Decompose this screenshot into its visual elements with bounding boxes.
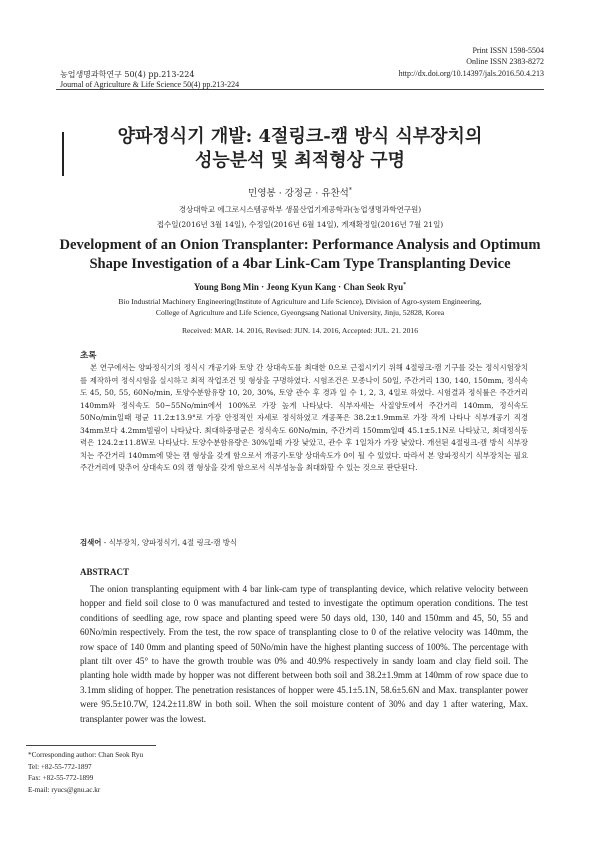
authors-korean <box>0 185 600 199</box>
corresponding-mark-en: * <box>403 282 407 288</box>
header-divider <box>56 89 544 90</box>
keywords-label: 검색어 <box>80 538 102 547</box>
authors-korean-names: 민영봉 · 강정균 · 유찬석 <box>248 188 349 199</box>
title-english-line1: Development of an Onion Transplanter: Performance Analysis and Optimum <box>59 237 541 253</box>
doi-link[interactable]: http://dx.doi.org/10.14397/jals.2016.50.4.213 <box>398 69 544 78</box>
affiliation-english-line1: Bio Industrial Machinery Engineering(Institute of Agriculture and Life Science), Division of Agro-system Engineering, <box>118 297 482 306</box>
authors-english <box>0 282 600 292</box>
issn-block <box>466 45 544 67</box>
footnote-divider <box>26 745 156 746</box>
title-english <box>50 236 550 274</box>
online-issn: Online ISSN 2383-8272 <box>466 57 544 66</box>
affiliation-english-line2: College of Agriculture and Life Science, Gyeongsang National University, Jinju, 52828, Korea <box>155 308 445 317</box>
title-korean <box>0 125 600 173</box>
abstract-english-body: The onion transplanting equipment with 4 bar link-cam type of transplanting device, which relative velocity between hopper and field soil close to 0 was manufactured and tested to investigate the optimum operation conditions. The test conditions of seedling age, row space and planting speed were 50 days old, 130, 140 and 150mm and 45, 50, 55 and 60No/min respectively. From the test, the row space of transplanting close to 0 of the relative velocity was 140mm, the row space of 140 0mm and planting speed of 50No/min have the highest planting success of 100%. The percentage with plant tilt over 45° to have the growth trouble was 0% and 40.9% respectively in sandy loam and clay field soil. The planting hole width made by hopper was not different between both soil and 38.2±1.9mm at 140mm of row space due to 3.1mm sliding of hopper. The penetration resistances of hopper were 45.1±5.1N, 58.6±5.6N and Max. transplanter power were 95.5±10.7W, 124.2±11.8W in both soil. When the soil moisture content of 30% and day 1 after watering, Max. transplanter power was the lowest. <box>80 584 528 724</box>
abstract-korean-heading: 초록 <box>80 351 97 361</box>
email[interactable]: E-mail: ryucs@gnu.ac.kr <box>28 785 101 794</box>
keywords <box>80 537 237 548</box>
print-issn: Print ISSN 1598-5504 <box>472 46 544 55</box>
authors-english-names: Young Bong Min · Jeong Kyun Kang · Chan Seok Ryu <box>193 282 404 292</box>
affiliation-english <box>70 296 530 318</box>
footnote <box>28 750 143 796</box>
affiliation-korean: 경상대학교 에그로시스템공학부 생물산업기계공학과(농업생명과학연구원) <box>178 205 422 214</box>
journal-citation-en: Journal of Agriculture & Life Science 50(4) pp.213-224 <box>60 80 240 89</box>
corresponding-mark: * <box>348 186 352 194</box>
abstract-english-heading: ABSTRACT <box>80 567 130 577</box>
fax: Fax: +82-55-772-1899 <box>28 774 94 782</box>
corresponding-author: *Corresponding author: Chan Seok Ryu <box>28 751 144 759</box>
telephone: Tel: +82-55-772-1897 <box>28 762 92 771</box>
title-korean-line1: 양파정식기 개발: 4절링크-캠 방식 식부장치의 <box>117 126 483 147</box>
dates-english: Received: MAR. 14. 2016, Revised: JUN. 14. 2016, Accepted: JUL. 21. 2016 <box>181 326 418 335</box>
keywords-text: - 식부장치, 양파정식기, 4절 링크-캠 방식 <box>101 538 238 547</box>
title-english-line2: Shape Investigation of a 4bar Link-Cam Type Transplanting Device <box>89 256 511 272</box>
dates-korean: 접수일(2016년 3월 14일), 수정일(2016년 6월 14일), 게재확정일(2016년 7월 21일) <box>156 220 444 229</box>
abstract-korean-body: 본 연구에서는 양파정식기의 정식시 개공기와 토양 간 상대속도를 최대한 0으로 근접시키기 위해 4절링크-캠 기구를 갖는 정식시험장치를 제작하여 정식시험을 실시하고 최적 작업조건 및 형상을 구명하였다. 시험조건은 모종나이 50일, 주간거리 130, 140, 150mm, 정식속도 45, 50, 55, 60No/min, 토양수분함유량 10, 20, 30%, 토양 관수 후 경과 일 수 1, 2, 3, 4일로 하였다. 시험결과 정식률은 주간거리 140mm와 정식속도 50~55No/min에서 100%로 가장 높게 나타났다. 식부자세는 사질양토에서 주간거리 140mm, 정식속도 50No/min일때 평균 11.2±13.9°로 가장 안정적인 자세로 정식하였고 개공폭은 38.2±1.9mm로 가장 작게 나타나 식부개공기 직경 34mm보다 4.2mm빌림이 나타났다. 최대하중평균은 정식속도 60No/min, 주간거리 150mm일때 45.1±5.1N로 나타났고, 최대정식동력은 124.2±11.8W로 나타났다. 토양수분함유량은 30%일때 가장 낮았고, 관수 후 1일차가 가장 낮았다. 개선된 4절링크-캠 방식 식부장치는 주간거리 140mm에 맞는 캠 형상을 갖게 함으로서 개공기-토양 상대속도가 0이 될 수 있었다. 따라서 본 양파정식기 식부장치는 필요 주간거리에 맞추어 상대속도 0의 캠 형상을 갖게 함으로서 식부성능을 최대화할 수 있는 것으로 판단된다. <box>80 363 528 472</box>
journal-citation-kr: 농업생명과학연구 50(4) pp.213-224 <box>60 70 195 79</box>
title-korean-line2: 성능분석 및 최적형상 구명 <box>194 150 406 171</box>
